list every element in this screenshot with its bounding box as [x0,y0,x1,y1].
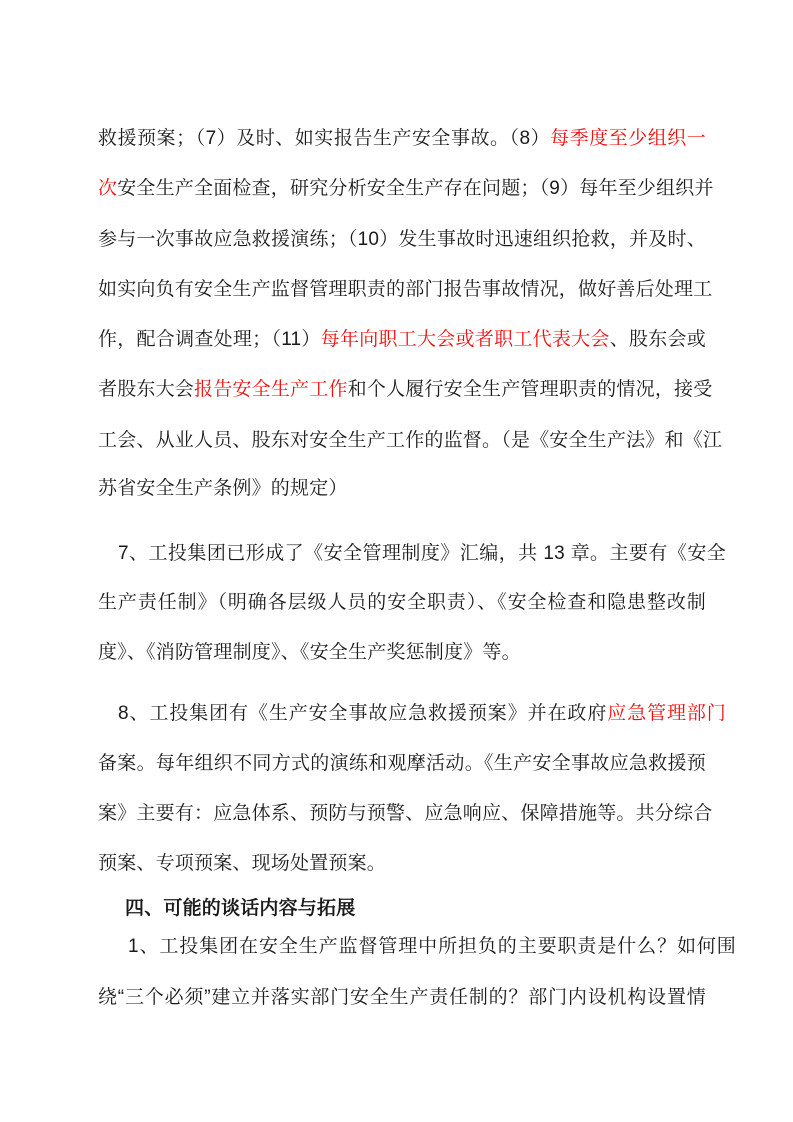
text-line [98,801,713,826]
highlighted-text-segment: 每年向职工大会或者职工代表大会 [320,329,610,350]
text-line [98,751,706,776]
text-segment: 工会、从业人员、股东对安全生产工作的监督。（是《安全生产法》和《江 [98,430,723,451]
highlighted-text-segment: 报告安全生产工作 [194,379,348,400]
highlighted-text-segment: 应急管理部门 [607,703,727,724]
text-line [98,851,706,876]
text-segment: 苏省安全生产条例》的规定） [98,478,348,499]
text-segment: 8、工投集团有《生产安全事故应急救援预案》并在政府 [118,703,608,724]
text-segment: 度》、《消防管理制度》、《安全生产奖惩制度》等。 [98,642,521,663]
highlighted-text-segment: 次 [98,178,118,199]
text-line [98,277,713,302]
highlighted-text-segment: 每季度至少组织一 [550,128,706,149]
text-segment: 如实向负有安全生产监督管理职责的部门报告事故情况，做好善后处理工 [98,279,713,300]
text-line [98,126,706,151]
text-line [98,377,713,402]
text-segment: 救援预案；（7）及时、如实报告生产安全事故。（8） [98,128,551,149]
text-line [98,985,706,1010]
text-line [98,590,706,615]
text-segment: 者股东大会 [98,379,195,400]
text-line [98,428,723,453]
text-segment: 参与一次事故应急救援演练；（10）发生事故时迅速组织抢救，并及时、 [98,229,706,250]
text-line [98,541,726,566]
text-segment: 生产责任制》（明确各层级人员的安全职责）、《安全检查和隐患整改制 [98,592,706,613]
text-line [98,640,706,665]
text-line [98,176,714,201]
text-segment: 7、工投集团已形成了《安全管理制度》汇编，共 13 章。主要有《安全 [118,543,726,564]
text-segment: 和个人履行安全生产管理职责的情况，接受 [347,379,713,400]
text-line [98,934,736,959]
text-segment: 四、可能的谈话内容与拓展 [125,898,356,919]
text-segment: 绕“三个必须”建立并落实部门安全生产责任制的？部门内设机构设置情 [98,987,706,1008]
text-line [98,327,706,352]
text-segment: 1、工投集团在安全生产监督管理中所担负的主要职责是什么？如何围 [128,936,736,957]
text-segment: 预案、专项预案、现场处置预案。 [98,853,387,874]
text-segment: 案》主要有：应急体系、预防与预警、应急响应、保障措施等。共分综合 [98,803,713,824]
section-heading [98,896,733,921]
text-line [98,476,706,501]
text-segment: 作，配合调查处理；（11） [98,329,321,350]
text-segment: 、股东会或 [609,329,706,350]
text-segment: 备案。每年组织不同方式的演练和观摩活动。《生产安全事故应急救援预 [98,753,706,774]
text-line [98,701,726,726]
text-segment: 安全生产全面检查，研究分析安全生产存在问题；（9）每年至少组织并 [117,178,714,199]
text-line [98,227,706,252]
